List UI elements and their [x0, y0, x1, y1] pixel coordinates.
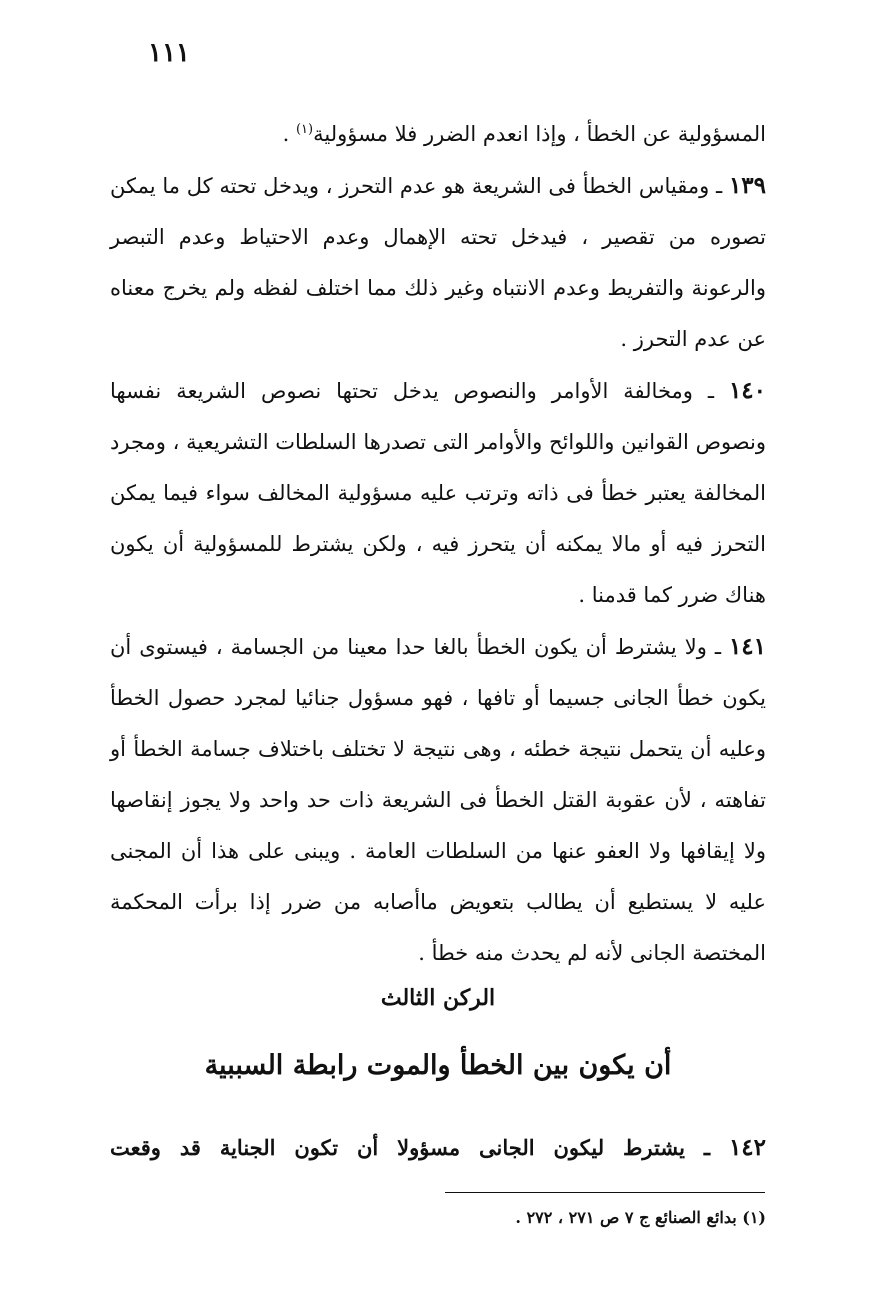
body-text: [110, 104, 766, 979]
paragraph-tail: .: [282, 122, 296, 146]
paragraph-continuation: [110, 104, 766, 160]
paragraph-text: ـ ومقياس الخطأ فى الشريعة هو عدم التحرز ، ويدخل تحته كل ما يمكن تصوره من تقصير ، فيدخل تحته الإهمال وعدم الاحتياط وعدم التبصر والرعونة والتفريط وعدم الانتباه وغير ذلك مما اختلف لفظه ولم يخرج معناه عن عدم التحرز .: [110, 174, 766, 351]
footnote-divider: [445, 1192, 765, 1193]
page-number: ١١١: [148, 38, 190, 68]
footnote-reference: (١): [295, 122, 314, 137]
footnote: (١) بدائع الصنائع ج ٧ ص ٢٧١ ، ٢٧٢ .: [515, 1208, 766, 1227]
paragraph-140: [110, 365, 766, 621]
section-subheading: أن يكون بين الخطأ والموت رابطة السببية: [204, 1050, 672, 1081]
paragraph-text: ـ ومخالفة الأوامر والنصوص يدخل تحتها نصوص الشريعة نفسها ونصوص القوانين واللوائح والأوامر التى تصدرها السلطات التشريعية ، ومجرد المخالفة يعتبر خطأ فى ذاته وترتب عليه مسؤولية المخالف سواء فيما يمكن التحرز فيه أو مالا يمكنه أن يتحرز فيه ، ولكن يشترط للمسؤولية أن يكون هناك ضرر كما قدمنا .: [110, 379, 766, 607]
paragraph-142: [110, 1128, 766, 1168]
paragraph-text: المسؤولية عن الخطأ ، وإذا انعدم الضرر فلا مسؤولية: [313, 122, 766, 146]
paragraph-number: ١٣٩: [728, 172, 766, 199]
paragraph-number: ١٤٠: [728, 377, 766, 404]
paragraph-number: ١٤٢: [728, 1134, 766, 1161]
paragraph-141: [110, 621, 766, 979]
paragraph-number: ١٤١: [728, 633, 766, 660]
paragraph-139: [110, 160, 766, 365]
paragraph-text: ـ ولا يشترط أن يكون الخطأ بالغا حدا معينا من الجسامة ، فيستوى أن يكون خطأ الجانى جسيما أو تافها ، فهو مسؤول جنائيا لمجرد حصول الخطأ وعليه أن يتحمل نتيجة خطئه ، وهى نتيجة لا تختلف باختلاف جسامة الخطأ أو تفاهته ، لأن عقوبة القتل الخطأ فى الشريعة ذات حد واحد ولا يجوز إنقاصها ولا إيقافها ولا العفو عنها من السلطات العامة . ويبنى على هذا أن المجنى عليه لا يستطيع أن يطالب بتعويض ماأصابه من ضرر إذا برأت المحكمة المختصة الجانى لأنه لم يحدث منه خطأ .: [110, 635, 766, 965]
section-heading: الركن الثالث: [380, 985, 496, 1011]
paragraph-text: ـ يشترط ليكون الجانى مسؤولا أن تكون الجناية قد وقعت: [110, 1135, 729, 1160]
